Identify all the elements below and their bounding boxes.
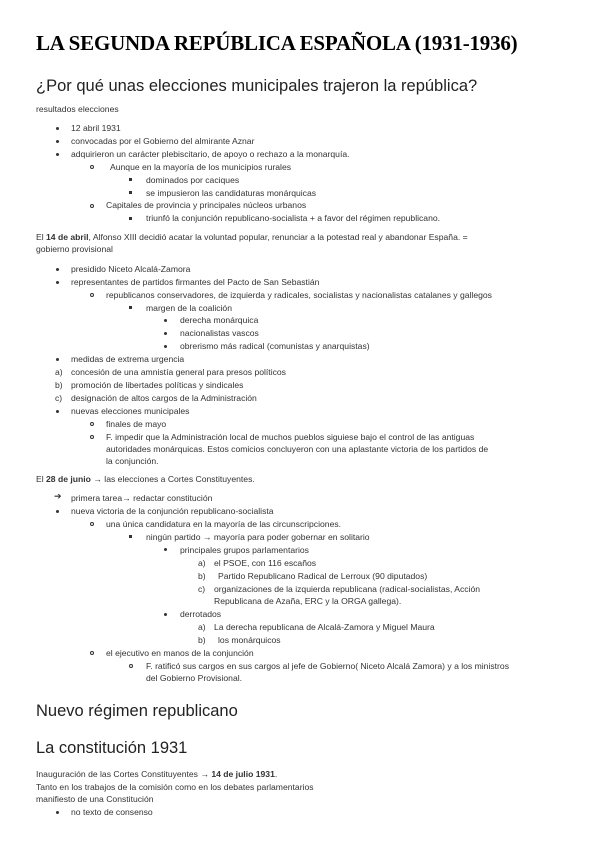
list-item-continuation: la conjunción. bbox=[106, 456, 159, 466]
list-item: nacionalistas vascos bbox=[180, 328, 259, 338]
bullet-dot bbox=[56, 358, 59, 361]
list-item: los monárquicos bbox=[218, 635, 281, 645]
list-letter: c) bbox=[198, 584, 206, 594]
bullet-square bbox=[129, 178, 132, 181]
list-item: F. impedir que la Administración local de muchos pueblos siguiese bajo el control de las antiguas bbox=[106, 432, 475, 442]
list-item: el ejecutivo en manos de la conjunción bbox=[106, 648, 254, 658]
list-item: Partido Republicano Radical de Lerroux (90 diputados) bbox=[218, 571, 428, 581]
bullet-dot bbox=[56, 140, 59, 143]
list-item: no texto de consenso bbox=[71, 807, 153, 817]
list-item: concesión de una amnistía general para presos políticos bbox=[71, 367, 286, 377]
bullet-circle bbox=[90, 522, 94, 526]
list-item: designación de altos cargos de la Administración bbox=[71, 393, 257, 403]
list-letter: a) bbox=[198, 622, 206, 632]
paragraph-14-abril-line2: gobierno provisional bbox=[36, 244, 113, 254]
paragraph-line: manifiesto de una Constitución bbox=[36, 794, 154, 804]
list-item: presidido Niceto Alcalá-Zamora bbox=[71, 264, 191, 274]
bullet-dot bbox=[56, 811, 59, 814]
bullet-square bbox=[129, 535, 132, 538]
list-item: derrotados bbox=[180, 609, 222, 619]
list-letter: a) bbox=[55, 367, 63, 377]
list-item: dominados por caciques bbox=[146, 175, 240, 185]
bullet-square bbox=[129, 217, 132, 220]
bullet-dot bbox=[56, 153, 59, 156]
bullet-square bbox=[129, 191, 132, 194]
list-item: representantes de partidos firmantes del Pacto de San Sebastián bbox=[71, 277, 320, 287]
list-item: organizaciones de la izquierda republicana (radical-socialistas, Acción bbox=[214, 584, 481, 594]
bullet-circle bbox=[90, 651, 94, 655]
list-item: convocadas por el Gobierno del almirante Aznar bbox=[71, 136, 255, 146]
list-item: La derecha republicana de Alcalá-Zamora y Miguel Maura bbox=[214, 622, 435, 632]
bullet-circle bbox=[90, 204, 94, 208]
list-item: Aunque en la mayoría de los municipios rurales bbox=[110, 162, 292, 172]
list-item: el PSOE, con 116 escaños bbox=[214, 558, 317, 568]
section-heading-nuevo-regimen: Nuevo régimen republicano bbox=[36, 702, 238, 720]
bullet-dot bbox=[56, 281, 59, 284]
list-item: se impusieron las candidaturas monárquicas bbox=[146, 188, 317, 198]
list-item: adquirieron un carácter plebiscitario, de apoyo o rechazo a la monarquía. bbox=[71, 149, 350, 159]
bullet-square bbox=[129, 306, 132, 309]
list-letter: a) bbox=[198, 558, 206, 568]
list-item: finales de mayo bbox=[106, 419, 167, 429]
list-item-continuation: Republicana de Azaña, ERC y la ORGA gallega). bbox=[214, 596, 402, 606]
list-item-continuation: del Gobierno Provisional. bbox=[146, 673, 243, 683]
list-item: promoción de libertades políticas y sindicales bbox=[71, 380, 244, 390]
list-item: primera tarea→ redactar constitución bbox=[71, 493, 213, 503]
intro-text: resultados elecciones bbox=[36, 104, 119, 114]
paragraph-14-abril: El 14 de abril, Alfonso XIII decidió acatar la voluntad popular, renunciar a la potestad real y abandonar España. = bbox=[36, 232, 468, 242]
bullet-dot bbox=[164, 548, 167, 551]
list-item: obrerismo más radical (comunistas y anarquistas) bbox=[180, 341, 370, 351]
bullet-circle bbox=[90, 165, 94, 169]
list-item: 12 abril 1931 bbox=[71, 123, 121, 133]
list-item: F. ratificó sus cargos en sus cargos al jefe de Gobierno( Niceto Alcalá Zamora) y a los ministros bbox=[146, 661, 509, 671]
paragraph-line: Tanto en los trabajos de la comisión como en los debates parlamentarios bbox=[36, 782, 314, 792]
list-item-continuation: autoridades monárquicas. Estos comicios concluyeron con una aplastante victoria de los partidos de bbox=[106, 444, 489, 454]
bullet-dot bbox=[56, 410, 59, 413]
section-heading-constitucion: La constitución 1931 bbox=[36, 739, 188, 757]
bullet-dot bbox=[56, 127, 59, 130]
list-letter: b) bbox=[198, 635, 206, 645]
bullet-circle bbox=[90, 422, 94, 426]
list-item: una única candidatura en la mayoría de las circunscripciones. bbox=[106, 519, 342, 529]
list-item: nueva victoria de la conjunción republicano-socialista bbox=[71, 506, 274, 516]
list-item: nuevas elecciones municipales bbox=[71, 406, 190, 416]
list-item: medidas de extrema urgencia bbox=[71, 354, 185, 364]
bullet-dot bbox=[164, 345, 167, 348]
list-item: ningún partido → mayoría para poder gobernar en solitario bbox=[146, 532, 370, 542]
paragraph-inauguracion: Inauguración de las Cortes Constituyentes → 14 de julio 1931. bbox=[36, 769, 278, 779]
paragraph-28-junio: El 28 de junio → las elecciones a Cortes Constituyentes. bbox=[36, 474, 255, 484]
arrow-right-icon: ➔ bbox=[54, 491, 62, 501]
bullet-dot bbox=[56, 268, 59, 271]
section-heading-elecciones: ¿Por qué unas elecciones municipales trajeron la república? bbox=[36, 77, 478, 95]
bullet-circle bbox=[129, 664, 133, 668]
bullet-dot bbox=[56, 510, 59, 513]
list-item: Capitales de provincia y principales núcleos urbanos bbox=[106, 200, 307, 210]
list-letter: b) bbox=[198, 571, 206, 581]
bullet-circle bbox=[90, 435, 94, 439]
list-item: derecha monárquica bbox=[180, 315, 259, 325]
bullet-dot bbox=[164, 613, 167, 616]
list-letter: b) bbox=[55, 380, 63, 390]
list-item: margen de la coalición bbox=[146, 303, 232, 313]
list-item: triunfó la conjunción republicano-socialista + a favor del régimen republicano. bbox=[146, 213, 441, 223]
bullet-dot bbox=[164, 332, 167, 335]
list-item: republicanos conservadores, de izquierda y radicales, socialistas y nacionalistas catalanes y gallegos bbox=[106, 290, 492, 300]
bullet-dot bbox=[164, 319, 167, 322]
list-letter: c) bbox=[55, 393, 63, 403]
list-item: principales grupos parlamentarios bbox=[180, 545, 309, 555]
bullet-circle bbox=[90, 293, 94, 297]
page-title: LA SEGUNDA REPÚBLICA ESPAÑOLA (1931-1936) bbox=[36, 31, 518, 55]
